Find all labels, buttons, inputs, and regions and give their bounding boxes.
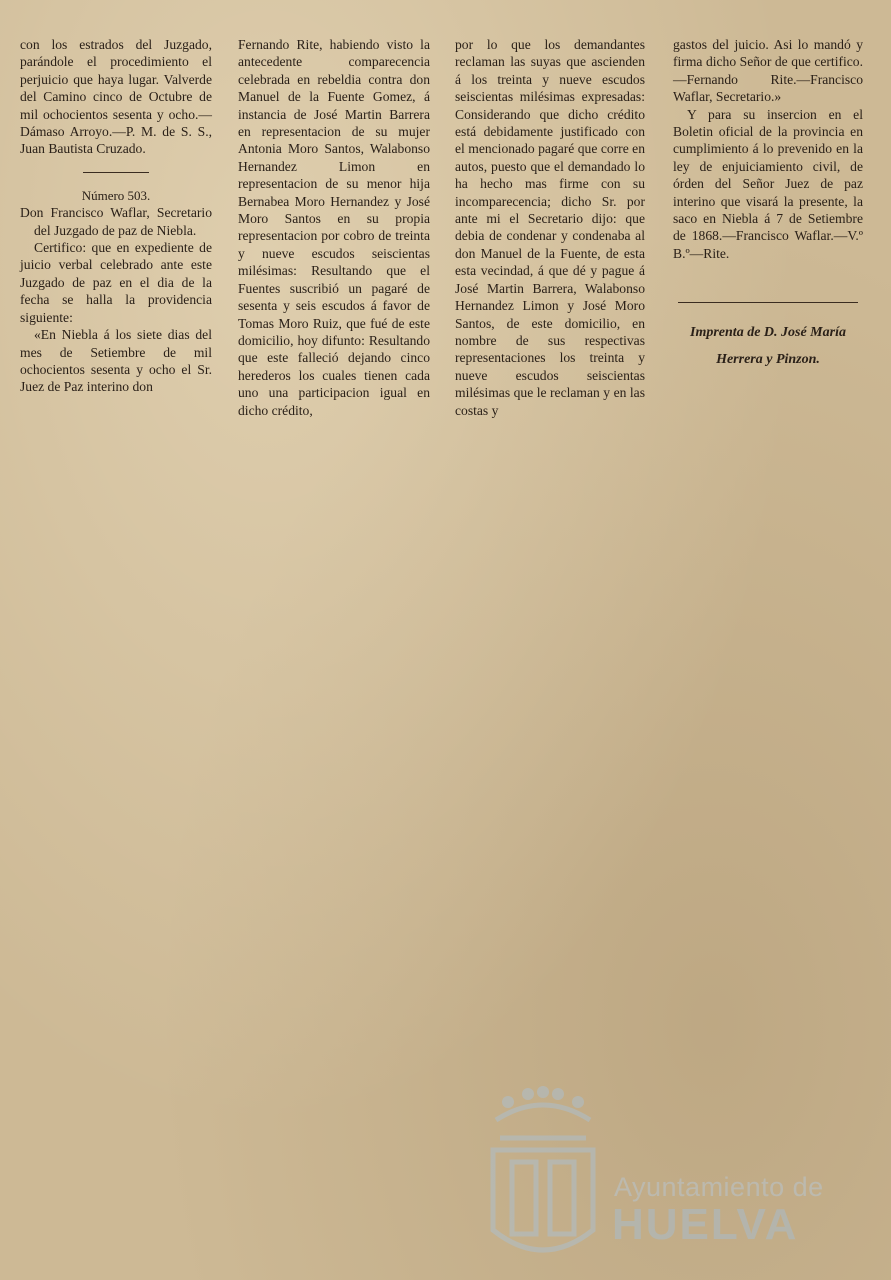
separator-rule (83, 172, 149, 173)
separator-rule-long (678, 302, 858, 303)
paragraph-providencia-body: Fernando Rite, habiendo visto la antecedente comparecencia celebrada en rebeldia contra don Manuel de la Fuente Gomez, á instancia de José Martin Barrera en representacion de su mujer Antonia Moro Santos, Walabonso Hernandez Limon en representacion de su menor hija Bernabea Moro Hernandez y José Moro Santos en su propia representacion por cobro de treinta y nueve escudos seiscientas milésimas: Resultando que el Fuentes suscribió un pagaré de sesenta y seis escudos á favor de Tomas Moro Ruiz, que fué de este domicilio, hoy difunto: Resultando que este falleció dejando cinco herederos los cuales tienen cada uno una participacion igual en dicho crédito, (238, 37, 430, 418)
printer-line-2: Herrera y Pinzon. (716, 352, 820, 368)
watermark-text-line1: Ayuntamiento de (614, 1172, 824, 1202)
watermark-text-line2: HUELVA (612, 1200, 799, 1249)
paragraph-insercion: Y para su insercion en el Boletin oficial de la provincia en cumplimiento á lo prevenido en la ley de enjuiciamiento civil, de órden del Señor Juez de paz interino que visará la presente, la saco en Niebla á 7 de Setiembre de 1868.—Francisco Waflar.—V.º B.º—Rite. (673, 106, 863, 261)
paragraph-providencia-start: «En Niebla á los siete dias del mes de Setiembre de mil ochocientos sesenta y ocho el Sr. Juez de Paz interino don (20, 327, 212, 395)
paragraph-secretary: Don Francisco Waflar, Secretario del Juzgado de paz de Niebla. (20, 205, 212, 238)
notice-number: Número 503. (81, 187, 151, 203)
column-1 (20, 36, 212, 396)
paragraph-certifico: Certifico: que en expediente de juicio verbal celebrado ante este Juzgado de paz en el dia de la fecha se halla la providencia siguiente: (20, 240, 212, 325)
column-3 (455, 36, 645, 419)
column-2 (238, 36, 430, 419)
column-4 (673, 36, 863, 373)
paragraph-closing-valverde: con los estrados del Juzgado, parándole el procedimiento el perjuicio que haya lugar. Valverde del Camino cinco de Octubre de mil ochocientos sesenta y ocho.—Dámaso Arroyo.—P. M. de S. S., Juan Bautista Cruzado. (20, 37, 212, 157)
watermark-ayuntamiento-huelva (478, 1080, 824, 1270)
paragraph-providencia-continued: por lo que los demandantes reclaman las suyas que ascienden á los treinta y nueve escudos seiscientas milésimas expresadas: Considerando que dicho crédito está debidamente justificado con el mencionado pagaré que corre en autos, puesto que el demandado lo ha hecho mas firme con su incomparecencia; dicho Sr. por ante mi el Secretario dijo: que debia de condenar y condenaba al don Manuel de la Fuente, de esta esta vecindad, á que dé y pague á José Martin Barrera, Walabonso Hernandez Limon y José Moro Santos, de este domicilio, en nombre de sus respectivas representaciones los treinta y nueve escudos seiscientas milésimas que le reclaman y en las costas y (455, 37, 645, 418)
printer-line-1: Imprenta de D. José María (690, 325, 846, 341)
coat-of-arms-icon (478, 1080, 608, 1270)
paragraph-providencia-end: gastos del juicio. Asi lo mandó y firma dicho Señor de que certifico.—Fernando Rite.—Francisco Waflar, Secretario.» (673, 37, 863, 105)
